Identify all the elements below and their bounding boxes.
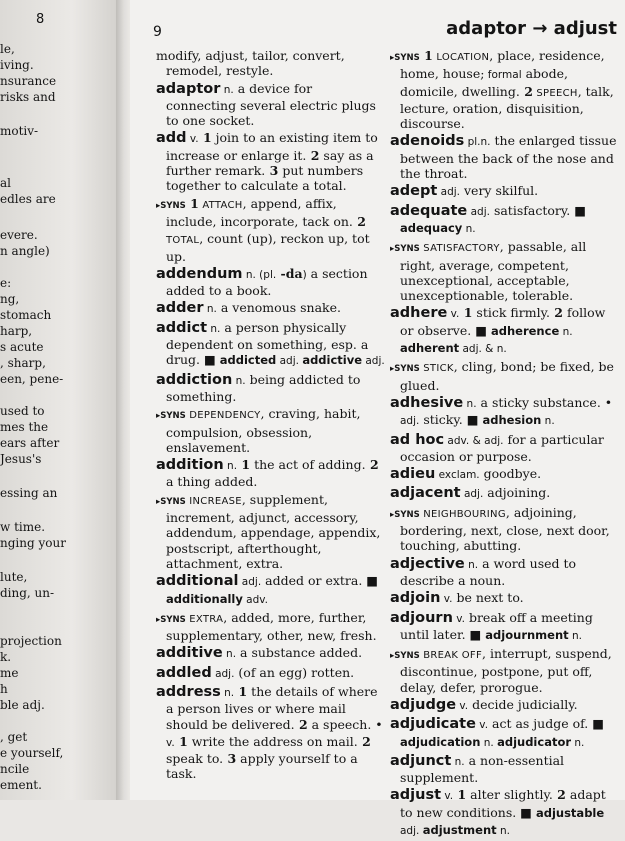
headword: adder <box>156 300 204 317</box>
entry-text: ▸SYNS <box>156 411 186 422</box>
headword: adaptor <box>156 80 221 97</box>
entry-text: SPEECH <box>532 87 578 99</box>
left-page-fragment: nging your <box>0 536 66 550</box>
entry-text: n. <box>463 397 477 410</box>
left-page-fragment: stomach <box>0 308 52 322</box>
entry-text: n. <box>232 374 246 387</box>
entry-text: BREAK OFF <box>419 650 483 662</box>
headword: addled <box>156 664 212 681</box>
entry-text: DEPENDENCY <box>185 410 261 422</box>
entry-text: adv. <box>242 593 269 606</box>
entry-text: adapt to new conditions. ■ <box>400 787 606 820</box>
left-page-fragment: used to <box>0 404 45 418</box>
entry-text: n. <box>541 415 555 428</box>
synonyms-block <box>156 492 386 571</box>
dictionary-entry <box>156 665 386 682</box>
entry-text: sticky. ■ <box>419 412 483 428</box>
entry-text: the enlarged tissue between the back of the nose and the throat. <box>400 133 617 182</box>
headword: additive <box>156 645 223 662</box>
entry-text: 3 <box>223 751 237 767</box>
entry-text: v. <box>440 593 453 606</box>
entry-text: pl.n. <box>464 136 491 149</box>
dictionary-entry <box>156 457 386 490</box>
entry-text: n. <box>220 686 235 699</box>
entry-text: 1 <box>419 48 433 63</box>
derived-word: adhesion <box>482 413 542 428</box>
left-page-fragment: n angle) <box>0 244 50 258</box>
derived-word: adjustable <box>535 805 605 820</box>
derived-word: adjudicator <box>497 734 572 749</box>
entry-text: , talk, lecture, oration, disquisition, discourse. <box>400 83 614 132</box>
entry-text: STICK <box>419 363 454 375</box>
entry-text: for a particular occasion or purpose. <box>400 431 604 464</box>
left-page-fragment: harp, <box>0 324 33 338</box>
left-page-fragment: een, pene- <box>0 372 64 386</box>
dictionary-entry <box>390 556 622 589</box>
entry-text: a device for connecting several electric plugs to one socket. <box>166 80 376 129</box>
entry-text: speak to. <box>166 751 224 767</box>
entry-text: adj. <box>400 825 423 838</box>
entry-text: ▸SYNS <box>156 614 186 625</box>
entry-text: a section added to a book. <box>166 265 368 299</box>
headword: adjoin <box>390 590 441 607</box>
entry-text: ▸SYNS <box>390 244 420 255</box>
entry-text: n. <box>559 325 573 338</box>
left-page-fragment: , get <box>0 730 28 744</box>
dictionary-entry <box>390 485 622 502</box>
entry-text: , passable, all right, average, competent, unexceptional, acceptable, unexceptionable, tolerable. <box>400 239 587 304</box>
left-page-fragment: ng, <box>0 292 20 306</box>
dictionary-entry <box>156 300 386 317</box>
column-right <box>390 48 622 841</box>
dictionary-entry <box>390 716 622 751</box>
dictionary-entry <box>390 753 622 786</box>
entry-text: adj. <box>460 488 484 501</box>
entry-text: 2 <box>519 83 533 99</box>
entry-text: adj. <box>467 205 490 218</box>
headword: ad hoc <box>390 431 445 448</box>
entry-text: very skilful. <box>460 183 539 199</box>
dictionary-entry <box>390 610 622 645</box>
dictionary-entry <box>390 305 622 357</box>
entry-text: the act of adding. <box>250 457 366 473</box>
left-page-fragment: e yourself, <box>0 746 64 760</box>
entry-text: v. <box>475 719 489 732</box>
entry-text: SATISFACTORY <box>419 243 500 255</box>
left-page-fragment: ears after <box>0 436 60 450</box>
entry-text: adj. <box>211 667 235 680</box>
dictionary-entry <box>156 130 386 193</box>
entry-text: 2 <box>549 305 564 321</box>
left-page-fragment: k. <box>0 650 12 664</box>
entry-text: modify, adjust, tailor, convert, remodel, restyle. <box>156 48 345 79</box>
entry-text: 1 <box>459 305 473 321</box>
entry-text: adj. <box>437 186 461 199</box>
derived-word: addicted <box>219 353 277 368</box>
entry-text: adj. <box>400 415 420 428</box>
left-page-fragment: lute, <box>0 570 28 584</box>
entry-text: NEIGHBOURING <box>419 508 506 520</box>
derived-word: additionally <box>166 591 243 606</box>
entry-text: put numbers together to calculate a total. <box>166 163 364 194</box>
entry-text: , count (up), reckon up, tot up. <box>166 231 370 264</box>
entry-text: stick firmly. <box>472 305 550 321</box>
entry-text: ▸SYNS <box>390 651 420 662</box>
entry-text: ) <box>302 268 307 281</box>
synonyms-block <box>156 406 386 455</box>
entry-text: abode, domicile, dwelling. <box>400 66 568 99</box>
synonyms-block <box>390 646 622 695</box>
entry-text: , craving, habit, compulsion, obsession, enslavement. <box>166 406 361 455</box>
entry-text: act as judge of. ■ <box>488 716 605 732</box>
entry-text: n. <box>462 222 476 235</box>
derived-word: addictive <box>302 353 363 368</box>
running-head: adaptor → adjust <box>446 18 617 39</box>
dictionary-entry <box>156 573 386 608</box>
entry-text: 1 <box>453 787 467 803</box>
dictionary-entry <box>390 203 622 238</box>
entry-text: say as a further remark. <box>166 147 374 179</box>
left-page-fragment: mes the <box>0 420 49 434</box>
entry-text: being addicted to something. <box>166 371 361 404</box>
entry-text: n. <box>223 460 238 473</box>
entry-text: 3 <box>265 163 279 179</box>
headword: adequate <box>390 202 468 219</box>
left-page-fragment: s acute <box>0 340 44 354</box>
left-page-fragment: motiv- <box>0 124 39 138</box>
derived-word: adjudication <box>400 734 481 749</box>
headword: adjunct <box>390 752 452 769</box>
headword: adjourn <box>390 609 453 626</box>
entry-text: 2 <box>365 457 379 473</box>
entry-text: 1 <box>237 457 251 473</box>
entry-text: v. <box>186 133 199 146</box>
left-page-fragment: evere. <box>0 228 38 242</box>
left-page-number: 8 <box>36 12 45 27</box>
entry-text: 1 <box>185 195 199 211</box>
entry-text: n. <box>220 83 234 96</box>
headword: adieu <box>390 466 436 483</box>
synonyms-block <box>390 505 622 554</box>
entry-text: adj. <box>238 576 262 589</box>
dictionary-entry <box>390 466 622 483</box>
headword: adjudicate <box>390 716 476 733</box>
left-page-fragment: w time. <box>0 520 46 534</box>
entry-text: n. <box>496 825 510 838</box>
headword: adjacent <box>390 485 461 502</box>
dictionary-entry <box>390 787 622 839</box>
left-page-fragment: h <box>0 682 8 696</box>
left-page-fragment: edles are <box>0 192 56 206</box>
entry-text: follow or observe. ■ <box>400 305 606 338</box>
entry-text: adj. & n. <box>459 343 507 356</box>
entry-text: v. <box>166 736 175 749</box>
dictionary-entry <box>156 684 386 782</box>
entry-text: formal <box>484 69 522 82</box>
entry-text: n. <box>480 736 498 749</box>
derived-word: adherence <box>490 323 560 338</box>
entry-text: n. <box>464 558 479 571</box>
entry-text: ATTACH <box>198 199 243 211</box>
entry-text: LOCATION <box>432 52 490 63</box>
entry-text: exclam. <box>435 469 480 482</box>
left-page-fragment: me <box>0 666 19 680</box>
derived-word: adjustment <box>422 823 497 838</box>
headword: addition <box>156 457 224 474</box>
entry-text: join to an existing item to increase or enlarge it. <box>166 130 378 163</box>
entry-text: ▸SYNS <box>390 53 420 63</box>
entry-text: adjoining. <box>483 485 551 501</box>
entry-text: n. <box>203 303 217 316</box>
entry-text: v. <box>447 308 460 321</box>
entry-text: 2 <box>294 716 308 732</box>
dictionary-entry <box>156 372 386 405</box>
entry-text: -da <box>276 265 303 281</box>
entry-text: satisfactory. ■ <box>489 202 587 218</box>
dictionary-entry <box>390 697 622 714</box>
headword: add <box>156 130 187 147</box>
dictionary-entry <box>156 266 386 299</box>
dictionary-entry <box>156 320 386 370</box>
entry-text: 2 <box>352 213 366 229</box>
headword: addict <box>156 319 208 336</box>
entry-text: , append, affix, include, incorporate, tack on. <box>166 195 353 229</box>
dictionary-entry <box>390 183 622 200</box>
entry-text: 1 <box>198 130 212 146</box>
left-page-fragment: risks and <box>0 90 56 104</box>
headword: adjudge <box>390 696 457 713</box>
synonyms-block <box>156 196 386 264</box>
derived-word: adjournment <box>485 627 569 642</box>
entry-text: v. <box>441 790 454 803</box>
headword: addendum <box>156 265 243 282</box>
entry-text: added or extra. ■ <box>261 573 379 589</box>
entry-text: ▸SYNS <box>156 200 186 211</box>
dictionary-entry <box>390 432 622 465</box>
entry-text: write the address on mail. <box>187 733 358 749</box>
entry-text: apply yourself to a task. <box>166 751 358 782</box>
entry-text: n. <box>568 629 582 642</box>
left-page-fragment: nsurance <box>0 74 57 88</box>
headword: address <box>156 683 221 700</box>
headword: adjective <box>390 555 465 572</box>
dictionary-entry <box>390 590 622 607</box>
synonyms-block <box>156 610 386 644</box>
entry-text: , cling, bond; be fixed, be glued. <box>400 359 614 393</box>
left-page-fragment: , sharp, <box>0 356 46 370</box>
left-page-fragment: essing an <box>0 486 58 500</box>
entry-text: n. <box>207 322 221 335</box>
entry-text: adj. <box>276 355 303 368</box>
entry-text: n. <box>451 755 465 768</box>
entry-text: n. (pl. <box>242 268 277 281</box>
entry-text: (of an egg) rotten. <box>234 664 355 680</box>
entry-text: a venomous snake. <box>216 300 341 316</box>
entry-text: break off a meeting until later. ■ <box>400 609 593 642</box>
derived-word: adequacy <box>400 220 463 235</box>
dictionary-entry <box>390 395 622 430</box>
dictionary-entry <box>156 81 386 129</box>
derived-word: adherent <box>400 341 460 356</box>
entry-text: ▸SYNS <box>390 509 420 520</box>
left-page-fragment: le, <box>0 42 15 56</box>
entry-continuation <box>156 48 386 79</box>
left-page-fragment: iving. <box>0 58 34 72</box>
entry-text: a substance added. <box>236 645 363 661</box>
entry-text: a sticky substance. • <box>476 394 613 410</box>
entry-text: a person physically dependent on something, esp. a drug. ■ <box>166 319 369 368</box>
dictionary-entry <box>390 133 622 181</box>
left-page-fragment: Jesus's <box>0 452 42 466</box>
left-page-fragment: e: <box>0 276 12 290</box>
entry-text: decide judicially. <box>468 696 578 712</box>
entry-text: ▸SYNS <box>390 364 420 375</box>
entry-text: alter slightly. <box>466 787 553 803</box>
headword: adjust <box>390 787 442 804</box>
entry-text: EXTRA <box>185 613 224 625</box>
entry-text: the details of where a person lives or where mail should be delivered. <box>166 683 378 732</box>
entry-text: a speech. • <box>307 716 383 732</box>
left-page <box>0 0 120 800</box>
entry-text: 2 <box>306 147 320 163</box>
headword: adept <box>390 183 438 200</box>
headword: additional <box>156 573 239 590</box>
entry-text: ▸SYNS <box>156 496 186 507</box>
entry-text: , interrupt, suspend, discontinue, postpone, put off, delay, defer, prorogue. <box>400 646 612 695</box>
entry-text: n. <box>222 648 237 661</box>
synonyms-block <box>390 239 622 303</box>
headword: adenoids <box>390 133 465 150</box>
entry-text: v. <box>456 699 469 712</box>
entry-text: n. <box>571 736 585 749</box>
headword: adhere <box>390 305 448 322</box>
entry-text: a thing added. <box>166 474 258 490</box>
entry-text: 2 <box>357 733 371 749</box>
dictionary-entry <box>156 645 386 662</box>
entry-text: be next to. <box>452 590 524 606</box>
entry-text: 1 <box>174 733 188 749</box>
left-page-fragment: al <box>0 176 11 190</box>
left-page-fragment: projection <box>0 634 62 648</box>
left-page-fragment: ement. <box>0 778 42 792</box>
entry-text: , adjoining, bordering, next, close, next door, touching, abutting. <box>400 504 610 554</box>
entry-text: goodbye. <box>479 466 542 482</box>
entry-text: a non-essential supplement. <box>400 752 565 786</box>
headword: adhesive <box>390 394 464 411</box>
entry-text: , added, more, further, supplementary, other, new, fresh. <box>166 609 377 644</box>
right-page-number: 9 <box>153 24 162 40</box>
entry-text: 2 <box>552 787 566 803</box>
left-page-fragment: ding, un- <box>0 586 55 600</box>
entry-text: TOTAL <box>166 235 200 247</box>
entry-text: , place, residence, home, house; <box>400 48 605 82</box>
entry-text: , supplement, increment, adjunct, accessory, addendum, appendage, appendix, postscript, afterthought, attachment, extra. <box>166 491 381 571</box>
entry-text: INCREASE <box>185 495 242 507</box>
synonyms-block <box>390 359 622 393</box>
headword: addiction <box>156 371 233 388</box>
left-page-fragment: ncile <box>0 762 30 776</box>
column-left <box>156 48 386 784</box>
left-page-fragment: ble adj. <box>0 698 45 712</box>
entry-text: 1 <box>234 683 248 699</box>
synonyms-block <box>390 48 622 131</box>
entry-text: v. <box>452 612 465 625</box>
entry-text: adj. <box>362 355 385 368</box>
entry-text: adv. & adj. <box>444 434 504 447</box>
entry-text: a word used to describe a noun. <box>400 555 577 588</box>
